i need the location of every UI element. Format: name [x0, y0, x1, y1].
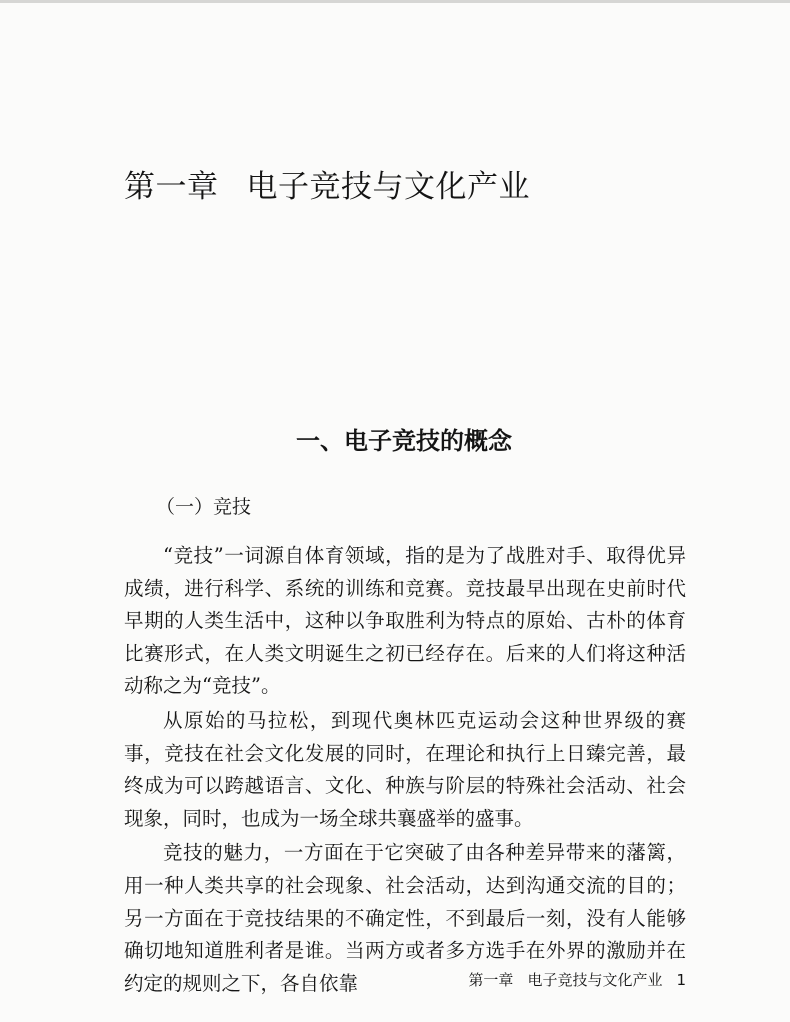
- chapter-title: [124, 170, 530, 204]
- chapter-number-label: 第一章: [124, 169, 219, 205]
- paragraph-1: “竞技”一词源自体育领域，指的是为了战胜对手、取得优异成绩，进行科学、系统的训练和竞赛。竞技最早出现在史前时代早期的人类生活中，这种以争取胜利为特点的原始、古朴的体育比赛形式，在人类文明诞生之初已经存在。后来的人们将这种活动称之为“竞技”。: [124, 544, 686, 698]
- subsection-title: （一）竞技: [156, 496, 252, 518]
- footer-chapter-label: 第一章: [468, 971, 514, 989]
- chapter-title-text: 电子竞技与文化产业: [246, 169, 530, 205]
- page-top-edge: [0, 0, 790, 3]
- page-number: 1: [676, 971, 686, 989]
- section-title: 一、电子竞技的概念: [296, 427, 512, 455]
- body-text: [124, 540, 686, 1002]
- paragraph-3: 竞技的魅力，一方面在于它突破了由各种差异带来的藩篱，用一种人类共享的社会现象、社会活动，达到沟通交流的目的；另一方面在于竞技结果的不确定性，不到最后一刻，没有人能够确切地知道胜利者是谁。当两方或者多方选手在外界的激励并在约定的规则之下，各自依靠: [124, 841, 686, 995]
- paragraph-2: 从原始的马拉松，到现代奥林匹克运动会这种世界级的赛事，竞技在社会文化发展的同时，在理论和执行上日臻完善，最终成为可以跨越语言、文化、种族与阶层的特殊社会活动、社会现象，同时，也成为一场全球共襄盛举的盛事。: [124, 708, 686, 830]
- footer-chapter-title: 电子竞技与文化产业: [527, 971, 663, 989]
- page-footer: [468, 970, 686, 990]
